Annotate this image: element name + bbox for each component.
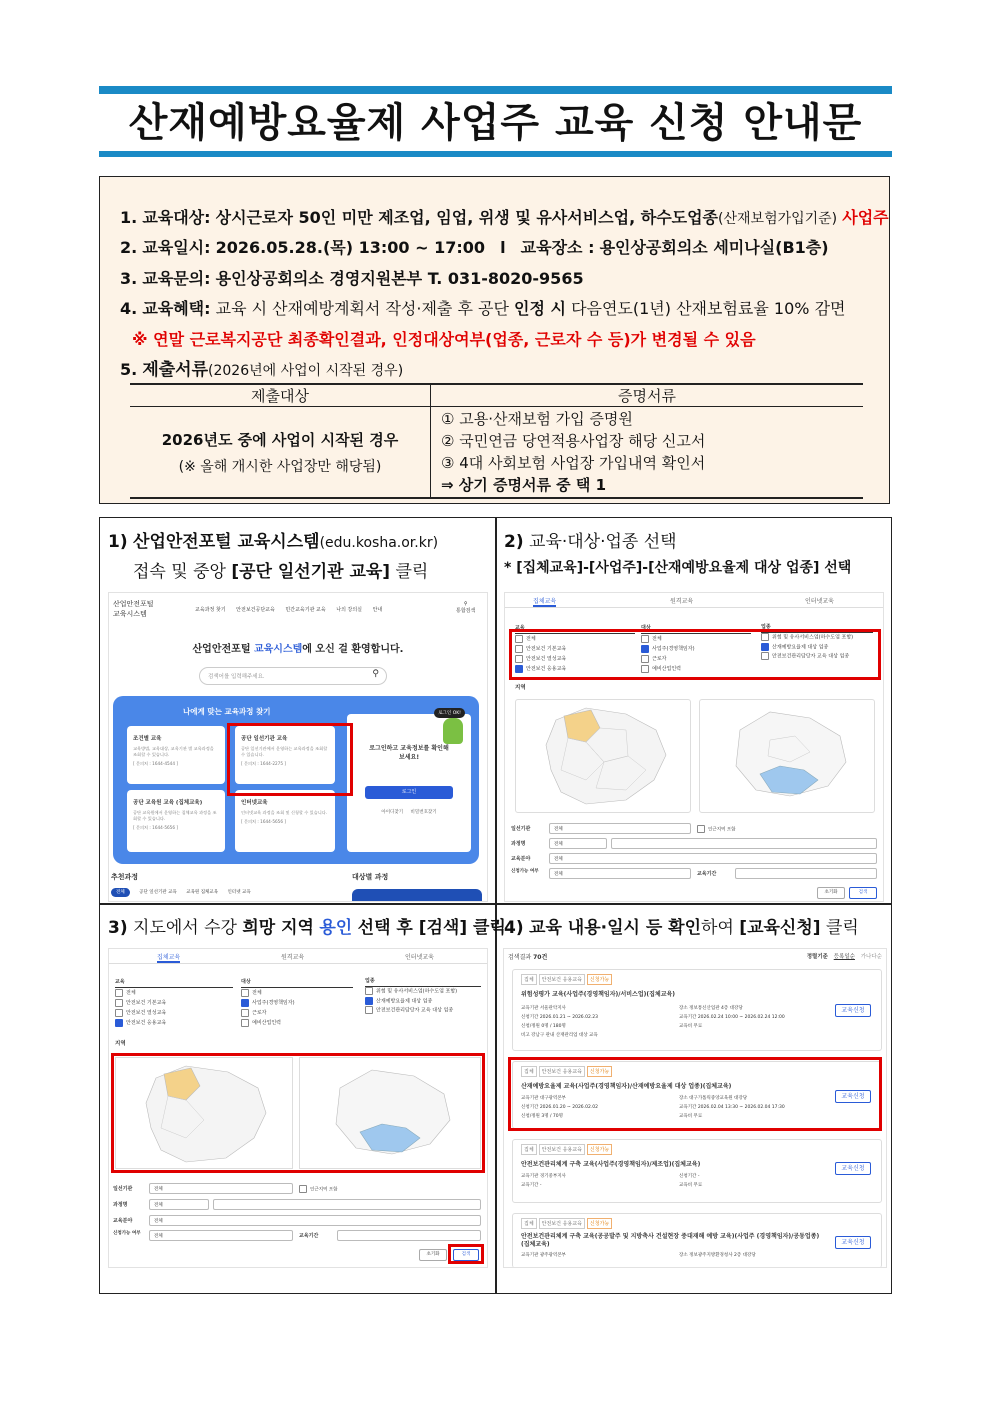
select-value: 전체 — [554, 872, 563, 877]
target-column — [241, 977, 353, 1028]
option[interactable] — [115, 998, 233, 1008]
portal-search-input[interactable] — [199, 667, 387, 685]
meta: 교육비 무료 — [679, 1183, 703, 1188]
filter-tabs — [109, 949, 487, 964]
welcome-part: 에 오신 걸 환영합니다. — [302, 644, 404, 655]
meta: 장소 대구가톨릭중앙교육원 대강당 — [679, 1096, 748, 1101]
select-value: 전체 — [154, 1234, 163, 1239]
bold: 선택 후 [검색] 클릭 — [357, 918, 506, 938]
grid-divider — [495, 517, 497, 1294]
tab-offline[interactable]: 집체교육 — [533, 598, 557, 605]
option[interactable] — [241, 1008, 353, 1018]
num: 1. — [120, 208, 138, 227]
tag: 집체 — [521, 1066, 537, 1077]
date-text: 2026.05.28.(목) 13:00 ~ 17:00 — [215, 238, 485, 257]
num: 2) — [504, 532, 524, 552]
result-title[interactable]: 안전보건관리체계 구축 교육(사업주(경영책임자)/제조업)(집체교육) — [521, 1161, 701, 1168]
checkbox[interactable] — [365, 1006, 373, 1014]
bold: [교육신청] — [739, 918, 821, 938]
tag: 신청가능 — [587, 1218, 612, 1229]
small-text: (산재보험가입기준) — [718, 211, 838, 227]
select-value: 전체 — [154, 1203, 163, 1208]
tag: 안전보건 응용교육 — [539, 1144, 585, 1155]
checkbox[interactable] — [241, 989, 249, 997]
edu-column — [115, 977, 233, 1028]
target-title: 대상별 과정 — [352, 873, 389, 881]
results-screenshot — [503, 948, 887, 1268]
text: 클릭 — [395, 562, 429, 582]
card-internet[interactable] — [235, 790, 335, 852]
login-text: 로그인하고 교육정보를 확인해보세요! — [369, 745, 449, 761]
field-select[interactable] — [149, 1215, 481, 1226]
search-placeholder: 검색어를 입력해주세요. — [208, 674, 265, 680]
portal-screenshot — [108, 592, 488, 902]
highlight-box — [509, 629, 881, 680]
option-label: 안전보건 기본교육 — [126, 1000, 167, 1006]
meta: 교육기관 서울관악지사 — [521, 1006, 566, 1011]
tag: 집체 — [521, 1144, 537, 1155]
option-label: 근로자 — [652, 656, 667, 662]
option-label: 예비산업인력 — [252, 1020, 281, 1026]
label: 교육일시: — [142, 238, 211, 257]
card-title: 공단 교육원 교육 (집체교육) — [133, 800, 203, 806]
row-label: 일선기관 — [511, 826, 531, 832]
num: 4. — [120, 299, 138, 318]
benefit-bold: 인정 시 — [514, 299, 566, 318]
select-value: 전체 — [554, 857, 563, 862]
tab-internet[interactable]: 인터넷교육 — [805, 598, 834, 605]
num: 3) — [108, 918, 128, 938]
apply-button[interactable]: 교육신청 — [835, 1236, 871, 1249]
meta: 교육기관 광주광역본부 — [521, 1253, 566, 1258]
option[interactable] — [115, 988, 233, 998]
result-title[interactable]: 위험성평가 교육(사업주(경영책임자)/서비스업)(집체교육) — [521, 991, 676, 998]
info-line-1 — [120, 206, 889, 231]
card-tel: [ 문의처 : 1644-4544 ] — [133, 761, 178, 766]
step2-sub: * [집체교육]-[사업주]-[산재예방요율제 대상 업종] 선택 — [504, 560, 852, 576]
available-select[interactable] — [149, 1230, 293, 1241]
target-note: (※ 올해 개시한 사업장만 해당됨) — [178, 458, 382, 475]
option-label: 안전보건관리담당자 교육 대상 업종 — [376, 1007, 454, 1014]
option[interactable] — [365, 997, 481, 1007]
num: 3. — [120, 269, 138, 288]
highlight-box — [448, 1244, 484, 1264]
option-label: 안전보건 열성교육 — [526, 656, 567, 662]
nav-item[interactable]: 안전보건공단교육 — [236, 607, 275, 613]
tag: 신청가능 — [587, 1066, 612, 1077]
sort-options — [807, 952, 882, 960]
tag: 신청가능 — [587, 974, 612, 985]
select-value: 전체 — [154, 1219, 163, 1224]
portal-search-link[interactable] — [456, 601, 475, 614]
tag: 집체 — [521, 1218, 537, 1229]
text: 클릭 — [825, 918, 859, 938]
option[interactable] — [365, 987, 481, 997]
info-line-4 — [120, 297, 845, 321]
label: 교육문의: — [142, 269, 211, 288]
sort-label: 정렬기준 — [806, 954, 828, 960]
title-top-bar — [99, 86, 892, 94]
tag: 집체 — [521, 974, 537, 985]
reset-button[interactable]: 초기화 — [419, 1249, 447, 1261]
checkbox[interactable] — [241, 1019, 249, 1027]
meta: 교육기간 - — [521, 1183, 542, 1188]
option[interactable] — [115, 1008, 233, 1018]
col-title: 대상 — [641, 623, 751, 634]
step2-heading — [504, 527, 677, 552]
row-label: 일선기관 — [113, 1186, 133, 1192]
logo-line: 교육시스템 — [113, 610, 147, 618]
card-tel: [ 문의처 : 1644-2275 ] — [241, 761, 286, 766]
card-title: 공단 일선기관 교육 — [241, 736, 288, 742]
province-map-svg — [516, 700, 690, 812]
region-label: 지역 — [515, 685, 526, 691]
docs-cell — [431, 407, 864, 499]
recommend-chips — [111, 889, 251, 895]
checkbox[interactable] — [299, 1185, 307, 1193]
doc-item: ② 국민연금 당연적용사업장 해당 신고서 — [441, 432, 706, 450]
card-tel: [ 문의처 : 1644-5656 ] — [241, 819, 286, 824]
option-label: 안전보건 기본교육 — [526, 646, 567, 652]
industry-column — [365, 977, 481, 1016]
row-label: 교육기간 — [697, 871, 717, 877]
map-screenshot — [108, 948, 488, 1268]
course-input[interactable] — [611, 838, 877, 849]
result-tags — [513, 1140, 881, 1155]
meta: 신청기간 2026.01.20 ~ 2026.02.02 — [521, 1105, 598, 1110]
option-label: 전체 — [126, 990, 136, 996]
row-label: 과정명 — [511, 841, 526, 847]
apply-button[interactable]: 교육신청 — [835, 1162, 871, 1175]
option-label: 안전보건 열성교육 — [126, 1010, 167, 1016]
page-title: 산재예방요율제 사업주 교육 신청 안내문 — [128, 100, 863, 146]
result-meta — [679, 1004, 785, 1031]
info-line-3 — [120, 267, 584, 291]
option-label: 안전보건 응용교육 — [126, 1020, 167, 1026]
url: (edu.kosha.or.kr) — [319, 535, 439, 551]
label: 교육대상: — [142, 208, 211, 227]
portal-logo — [113, 599, 154, 619]
separator: l — [500, 238, 506, 257]
chip[interactable]: 교육원 집체교육 — [186, 890, 219, 895]
card-title: 조건별 교육 — [133, 736, 162, 742]
course-select[interactable] — [549, 838, 607, 849]
doc-item: ③ 4대 사회보험 사업장 가입내역 확인서 — [441, 454, 706, 472]
bold: 희망 지역 — [242, 918, 314, 938]
card-title: 인터넷교육 — [241, 800, 268, 806]
result-card — [512, 1213, 882, 1268]
label: 교육장소 : — [520, 238, 595, 257]
select-value: 전체 — [554, 827, 563, 832]
label: 제출서류 — [142, 360, 209, 380]
benefit-text: 다음연도(1년) 산재보험료율 10% 감면 — [571, 299, 846, 318]
row-label: 교육분야 — [511, 856, 531, 862]
course-input[interactable] — [213, 1199, 481, 1210]
info-box — [99, 176, 890, 504]
apply-button[interactable]: 교육신청 — [835, 1090, 871, 1103]
meta: 교육비 무료 — [679, 1114, 703, 1119]
checkbox[interactable] — [365, 997, 373, 1005]
count-label: 검색결과 — [508, 954, 532, 961]
info-line-5 — [120, 358, 403, 383]
option-label: 안전보건 응용교육 — [526, 666, 567, 672]
col-title: 교육 — [115, 977, 233, 988]
welcome-part: 산업안전포털 — [192, 644, 251, 655]
grid-divider — [99, 903, 892, 905]
search-button[interactable]: 검색 — [453, 1249, 479, 1261]
option-label: 사업주(경영책임자) — [652, 646, 695, 652]
row-label: 과정명 — [113, 1202, 128, 1208]
note-line: ※ 연말 근로복지공단 최종확인결과, 인정대상여부(업종, 근로자 수 등)가 변경될 수 있음 — [132, 330, 756, 349]
contact-text: 용인상공회의소 경영지원본부 T. 031-8020-9565 — [215, 269, 584, 288]
nearby-option[interactable] — [697, 825, 736, 833]
target-text: 2026년도 중에 사업이 시작된 경우 — [161, 430, 399, 449]
city-map-svg — [700, 700, 874, 812]
meta: 교육기간 2026.02.04 13:30 ~ 2026.02.04 17:30 — [679, 1105, 785, 1110]
tab-remote[interactable]: 원격교육 — [281, 954, 305, 961]
option[interactable] — [241, 1018, 353, 1028]
option-label: 위험 및 유사서비스업(하수도업 포함) — [376, 988, 458, 995]
col-title: 업종 — [365, 977, 481, 987]
benefit-text: 교육 시 산재예방계획서 작성·제출 후 공단 — [215, 299, 509, 318]
card-desc: 공단 교육원에서 운영하는 집체교육 과정을 조회할 수 있습니다. — [133, 810, 217, 821]
nav-item[interactable]: 교육과정 찾기 — [195, 607, 226, 613]
card-tel: [ 문의처 : 1644-5656 ] — [133, 825, 178, 830]
search-label: 통합검색 — [456, 608, 476, 614]
login-link[interactable]: 비밀번호찾기 — [410, 810, 437, 815]
checkbox[interactable] — [115, 1019, 123, 1027]
card-desc: 공단 일선기관에서 운영하는 교육과정을 조회할 수 있습니다. — [241, 746, 328, 757]
welcome-text — [109, 640, 487, 655]
nav-item[interactable]: 민간교육기관 교육 — [285, 607, 326, 613]
highlight-box — [508, 1057, 882, 1131]
chip[interactable]: 공단 일선기관 교육 — [139, 890, 177, 895]
row-label: 신청가능 여부 — [113, 1231, 141, 1236]
option[interactable] — [241, 998, 353, 1008]
target-cell — [130, 407, 431, 499]
option-label: 인근지역 포함 — [310, 1187, 338, 1193]
meta: 신청/정원 0명 / 180명 — [521, 1024, 566, 1029]
portal-nav — [195, 606, 382, 613]
step4-heading — [504, 913, 859, 938]
tab-internet[interactable]: 인터넷교육 — [405, 954, 434, 961]
col-title: 업종 — [761, 623, 873, 633]
meta: 장소 정보통신산업관 4층 대강당 — [679, 1006, 743, 1011]
option-label: 전체 — [652, 636, 662, 642]
login-link[interactable]: 아이디찾기 — [381, 810, 404, 815]
text: 지도에서 수강 — [133, 918, 237, 938]
checkbox[interactable] — [241, 999, 249, 1007]
tag: 신청가능 — [587, 1144, 612, 1155]
text: 교육·대상·업종 선택 — [529, 532, 677, 552]
course-select[interactable] — [149, 1199, 209, 1210]
find-title: 나에게 맞는 교육과정 찾기 — [183, 707, 271, 716]
docs-cond: (2026년에 사업이 시작된 경우) — [208, 363, 404, 379]
table-header: 증명서류 — [431, 384, 864, 407]
result-meta — [679, 1172, 702, 1190]
option-label: 예비산업인력 — [652, 666, 681, 672]
select-value: 전체 — [554, 842, 563, 847]
login-badge: 로그인 OK! — [434, 708, 465, 718]
num: 4) — [504, 918, 524, 938]
row-label: 신청가능 여부 — [511, 869, 539, 874]
result-count — [508, 952, 547, 961]
search-button[interactable]: 검색 — [849, 887, 877, 899]
checkbox[interactable] — [241, 1009, 249, 1017]
card-desc: 교육방법, 교육대상, 교육기관 별 교육과정을 조회할 수 있습니다. — [133, 746, 214, 757]
tab-remote[interactable]: 원격교육 — [670, 598, 694, 605]
option-label: 전체 — [526, 636, 536, 642]
step1-heading — [108, 527, 438, 552]
label: 교육혜택: — [142, 299, 211, 318]
chip[interactable]: 인터넷 교육 — [227, 890, 251, 895]
text: 하여 — [701, 918, 734, 938]
meta: 비고 강남구 관내 산재관리업 대상 교육 — [521, 1033, 598, 1038]
option-label: 근로자 — [252, 1010, 267, 1016]
num: 2. — [120, 238, 138, 257]
apply-button[interactable]: 교육신청 — [835, 1004, 871, 1017]
period-input[interactable] — [735, 868, 877, 879]
tag: 안전보건 응용교육 — [539, 974, 585, 985]
row-label: 교육분야 — [113, 1218, 133, 1224]
row-label: 교육기간 — [299, 1233, 319, 1239]
result-meta — [521, 1004, 598, 1040]
bold: 교육 내용·일시 등 확인 — [529, 918, 702, 938]
result-title[interactable]: 산재예방요율제 교육(사업주(경영책임자)/산재예방요율제 대상 업종)(집체교육) — [521, 1083, 732, 1090]
step1-sub — [133, 557, 428, 582]
target-bar — [352, 889, 482, 901]
text: 접속 및 중앙 — [133, 562, 226, 582]
option-label: 인근지역 포함 — [708, 827, 736, 833]
welcome-part: 교육시스템 — [253, 644, 303, 655]
field-select[interactable] — [549, 853, 877, 864]
nearby-option[interactable] — [299, 1185, 338, 1193]
login-button[interactable]: 로그인 — [365, 786, 453, 799]
search-icon: ⚲ — [372, 669, 379, 679]
checkbox[interactable] — [365, 987, 373, 995]
meta: 신청기간 - — [679, 1174, 700, 1179]
highlight-box — [111, 1053, 485, 1173]
option-label: 위험 및 유사서비스업(하수도업 포함) — [772, 634, 854, 641]
docs-table — [130, 383, 863, 499]
option-label: 전체 — [252, 990, 262, 996]
filter-screenshot — [504, 592, 884, 902]
province-map[interactable] — [515, 699, 691, 813]
result-tags — [513, 970, 881, 985]
nav-item[interactable]: 안내 — [372, 607, 383, 613]
search-icon: ⚲ — [463, 601, 468, 607]
result-tags — [513, 1214, 881, 1229]
result-meta — [521, 1172, 566, 1190]
nav-item[interactable]: 나의 강의실 — [336, 607, 362, 613]
tag: 안전보건 응용교육 — [539, 1218, 585, 1229]
tag: 안전보건 응용교육 — [539, 1066, 585, 1077]
option[interactable] — [365, 1006, 481, 1016]
period-input[interactable] — [337, 1230, 481, 1241]
office-select[interactable] — [549, 823, 691, 834]
blue: 용인 — [319, 918, 353, 938]
option-label: 산재예방요율제 대상 업종 — [376, 998, 433, 1004]
meta: 장소 정보광주지방환경청사 2층 대강당 — [679, 1253, 756, 1258]
checkbox[interactable] — [115, 989, 123, 997]
doc-item: ① 고용·산재보험 가입 증명원 — [441, 410, 633, 428]
office-select[interactable] — [149, 1183, 293, 1194]
login-links — [347, 809, 471, 815]
option[interactable] — [115, 1018, 233, 1028]
available-select[interactable] — [549, 868, 691, 879]
reset-button[interactable]: 초기화 — [817, 887, 845, 899]
option[interactable] — [241, 988, 353, 998]
checkbox[interactable] — [115, 1009, 123, 1017]
chip[interactable]: 전체 — [111, 888, 130, 897]
doc-conclusion: ⇒ 상기 증명서류 중 택 1 — [441, 476, 607, 494]
logo-line: 산업안전포털 — [113, 600, 154, 608]
meta: 신청/정원 3명 / 70명 — [521, 1114, 563, 1119]
col-title: 대상 — [241, 977, 353, 988]
tab-offline[interactable]: 집체교육 — [157, 954, 181, 961]
meta: 교육기관 대구광역본부 — [521, 1096, 566, 1101]
result-card — [512, 1139, 882, 1203]
card-academy[interactable] — [127, 790, 225, 852]
city-map[interactable] — [699, 699, 875, 813]
meta: 교육기간 2026.02.24 10:00 ~ 2026.02.24 12:00 — [679, 1015, 785, 1020]
col-title: 교육 — [515, 623, 635, 634]
highlight-box — [227, 723, 353, 796]
checkbox[interactable] — [115, 999, 123, 1007]
filter-tabs — [505, 593, 883, 608]
meta: 교육기관 경기중부지사 — [521, 1174, 566, 1179]
checkbox[interactable] — [697, 825, 705, 833]
mascot-icon — [443, 718, 463, 744]
red-text: 사업주 — [842, 208, 889, 227]
info-line-2 — [120, 236, 829, 260]
bold: 산업안전포털 교육시스템 — [133, 532, 320, 552]
sort-option[interactable]: 등록일순 — [833, 954, 855, 960]
option-label: 사업주(경영책임자) — [252, 1000, 295, 1006]
login-card — [347, 711, 471, 852]
option-label: 안전보건관리담당자 교육 대상 업종 — [772, 653, 850, 660]
meta: 교육비 무료 — [679, 1024, 703, 1029]
card-desc: 인터넷교육 과정을 조회 및 신청할 수 있습니다. — [241, 810, 328, 815]
option-label: 산재예방요율제 대상 업종 — [772, 644, 829, 650]
count-value: 70건 — [533, 954, 548, 961]
num: 1) — [108, 532, 128, 552]
bold: [공단 일선기관 교육] — [231, 562, 391, 582]
meta: 신청기간 2026.01.21 ~ 2026.02.23 — [521, 1015, 598, 1020]
title-bottom-bar — [99, 151, 892, 157]
target-text: 상시근로자 50인 미만 제조업, 임업, 위생 및 유사서비스업, 하수도업종 — [215, 208, 719, 227]
select-value: 전체 — [154, 1187, 163, 1192]
recommend-title: 추천과정 — [111, 873, 139, 881]
sort-option[interactable]: 가나다순 — [860, 954, 882, 960]
result-card — [512, 969, 882, 1051]
region-label: 지역 — [115, 1041, 126, 1047]
num: 5. — [120, 360, 138, 379]
step3-heading — [108, 913, 506, 938]
result-title[interactable]: 안전보건관리체계 구축 교육(공공발주 및 지방축사 건설현장 중대재해 예방 교육)(사업주 (경영책임자)/공동업종)(집체교육) — [521, 1233, 820, 1248]
card-conditional[interactable] — [127, 726, 225, 784]
place-text: 용인상공회의소 세미나실(B1층) — [599, 238, 829, 257]
table-header: 제출대상 — [130, 384, 431, 407]
